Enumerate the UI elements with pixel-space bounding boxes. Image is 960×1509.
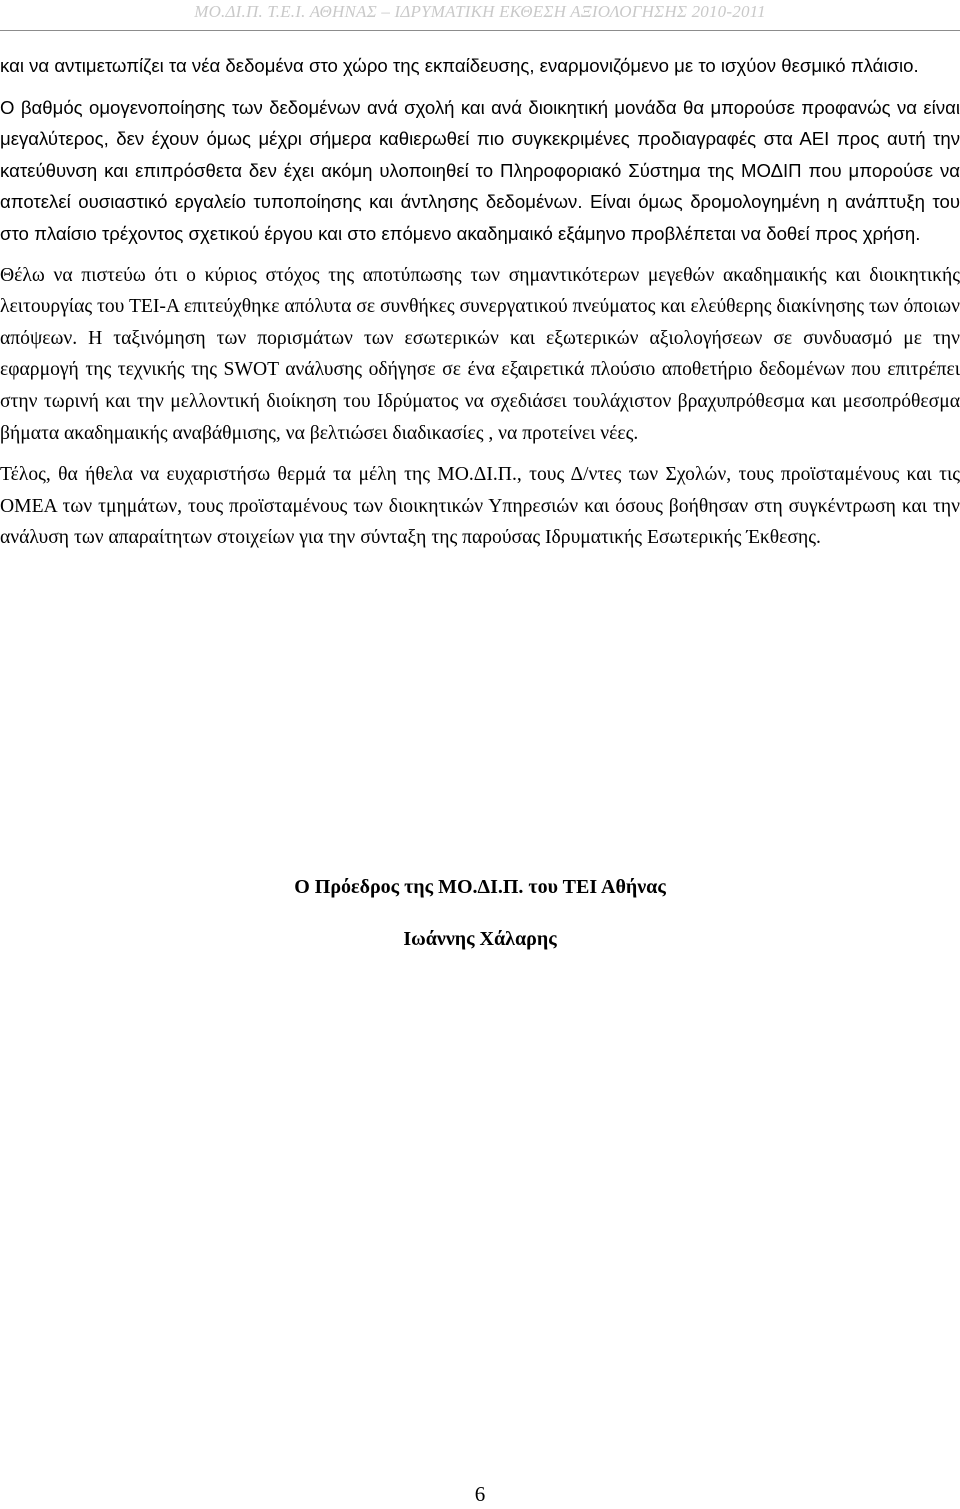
running-header: ΜΟ.ΔΙ.Π. Τ.Ε.Ι. ΑΘΗΝΑΣ – ΙΔΡΥΜΑΤΙΚΗ ΕΚΘΕΣΗ ΑΞΙΟΛΟΓΗΣΗΣ 2010-2011 — [194, 2, 766, 21]
signature-name: Ιωάννης Χάλαρης — [403, 928, 557, 950]
header-divider — [0, 30, 960, 31]
paragraph-data-homogenization: Ο βαθμός ομογενοποίησης των δεδομένων ανά σχολή και ανά διοικητική μονάδα θα μπορούσε προφανώς να είναι μεγαλύτερος, δεν έχουν όμως μέχρι σήμερα καθιερωθεί πιο συγκεκριμένες προδιαγραφές στα ΑΕΙ προς αυτή την κατεύθυνση και επιπρόσθετα δεν έχει ακόμη υλοποιηθεί το Πληροφοριακό Σύστημα της ΜΟΔΙΠ που μπορούσε να αποτελεί ουσιαστικό εργαλείο τυποποίησης και άντλησης δεδομένων. Είναι όμως δρομολογημένη η ανάπτυξη του στο πλαίσιο τρέχοντος σχετικού έργου και στο επόμενο ακαδημαικό εξάμηνο προβλέπεται να δοθεί προς χρήση. — [0, 96, 960, 244]
paragraph-main-goal: Θέλω να πιστεύω ότι ο κύριος στόχος της αποτύπωσης των σημαντικότερων μεγεθών ακαδημαικής και διοικητικής λειτουργίας του ΤΕΙ-Α επιτεύχθηκε απόλυτα σε συνθήκες συνεργατικού πνεύματος και ελεύθερης διακίνησης των όποιων απόψεων. Η ταξινόμηση των πορισμάτων των εσωτερικών και εξωτερικών αξιολογήσεων σε συνδυασμό με την εφαρμογή της τεχνικής της SWOT ανάλυσης οδήγησε σε ένα εξαιρετικά πλούσιο αποθετήριο δεδομένων που επιτρέπει στην τωρινή και την μελλοντική διοίκηση του Ιδρύματος να σχεδιάσει τουλάχιστον βραχυπρόθεσμα και μεσοπρόθεσμα βήματα ακαδημαικής αναβάθμισης, να βελτιώσει διαδικασίες , να προτείνει νέες. — [0, 264, 960, 444]
document-body — [0, 50, 960, 554]
signature-title: Ο Πρόεδρος της ΜΟ.ΔΙ.Π. του ΤΕΙ Αθήνας — [294, 876, 666, 898]
paragraph-continuation: και να αντιμετωπίζει τα νέα δεδομένα στο χώρο της εκπαίδευσης, εναρμονιζόμενο με το ισχύον θεσμικό πλάισιο. — [0, 55, 919, 76]
paragraph-acknowledgements: Τέλος, θα ήθελα να ευχαριστήσω θερμά τα μέλη της ΜΟ.ΔΙ.Π., τους Δ/ντες των Σχολών, τους προϊσταμένους και τις ΟΜΕΑ των τμημάτων, τους προϊσταμένους των διοικητικών Υπηρεσιών και όσους βοήθησαν στη συγκέντρωση και την ανάλυση των απαραίτητων στοιχείων για την σύνταξη της παρούσας Ιδρυματικής Εσωτερικής Έκθεσης. — [0, 464, 960, 549]
page-number: 6 — [474, 1482, 486, 1506]
